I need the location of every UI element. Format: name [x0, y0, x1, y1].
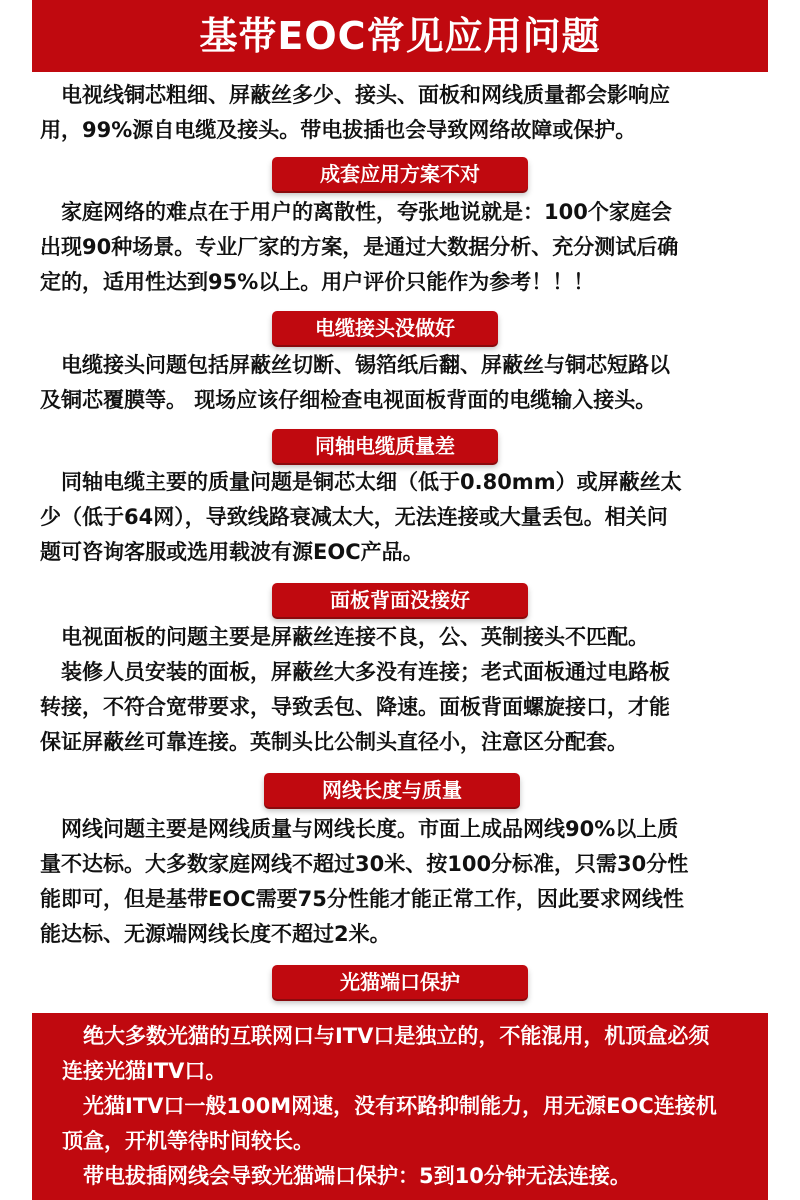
section-line: 带电拔插网线会导致光猫端口保护：5到10分钟无法连接。: [62, 1164, 631, 1188]
section-line: 及铜芯覆膜等。 现场应该仔细检查电视面板背面的电缆输入接头。: [40, 388, 657, 412]
section-line: 装修人员安装的面板，屏蔽丝大多没有连接；老式面板通过电路板: [40, 660, 670, 684]
section-paragraph-modem-port: [62, 1019, 762, 1194]
modem-port-panel: [32, 1013, 768, 1200]
section-paragraph-connector: [40, 348, 762, 418]
section-title-solution: 成套应用方案不对: [272, 157, 528, 191]
section-title-coax: 同轴电缆质量差: [272, 429, 498, 463]
section-line: 题可咨询客服或选用载波有源EOC产品。: [40, 540, 424, 564]
section-line: 连接光猫ITV口。: [62, 1059, 227, 1083]
section-line: 电视面板的问题主要是屏蔽丝连接不良，公、英制接头不匹配。: [40, 625, 649, 649]
page-title: 基带EOC常见应用问题: [32, 0, 768, 72]
section-title-connector: 电缆接头没做好: [272, 311, 498, 345]
section-line: 保证屏蔽丝可靠连接。英制头比公制头直径小，注意区分配套。: [40, 730, 628, 754]
section-line: 网线问题主要是网线质量与网线长度。市面上成品网线90%以上质: [40, 817, 679, 841]
section-line: 电缆接头问题包括屏蔽丝切断、锡箔纸后翻、屏蔽丝与铜芯短路以: [40, 353, 670, 377]
section-title-network-cable: 网线长度与质量: [264, 773, 520, 807]
section-line: 同轴电缆主要的质量问题是铜芯太细（低于0.80mm）或屏蔽丝太: [40, 470, 682, 494]
section-title-modem-port: 光猫端口保护: [272, 965, 528, 999]
section-paragraph-panel: [40, 620, 762, 760]
section-line: 绝大多数光猫的互联网口与ITV口是独立的，不能混用，机顶盒必须: [62, 1024, 710, 1048]
section-line: 顶盒，开机等待时间较长。: [62, 1129, 314, 1153]
intro-line: 用，99%源自电缆及接头。带电拔插也会导致网络故障或保护。: [40, 118, 637, 142]
section-title-panel: 面板背面没接好: [272, 583, 528, 617]
section-line: 定的，适用性达到95%以上。用户评价只能作为参考！！！: [40, 270, 595, 294]
section-line: 能达标、无源端网线长度不超过2米。: [40, 922, 391, 946]
section-line: 家庭网络的难点在于用户的离散性，夸张地说就是：100个家庭会: [40, 200, 672, 224]
section-line: 光猫ITV口一般100M网速，没有环路抑制能力，用无源EOC连接机: [62, 1094, 717, 1118]
section-line: 少（低于64网），导致线路衰减太大，无法连接或大量丢包。相关问: [40, 505, 668, 529]
section-line: 量不达标。大多数家庭网线不超过30米、按100分标准，只需30分性: [40, 852, 689, 876]
section-paragraph-network-cable: [40, 812, 762, 952]
section-line: 出现90种场景。专业厂家的方案，是通过大数据分析、充分测试后确: [40, 235, 679, 259]
intro-paragraph: [40, 78, 762, 148]
intro-line: 电视线铜芯粗细、屏蔽丝多少、接头、面板和网线质量都会影响应: [40, 83, 670, 107]
section-paragraph-solution: [40, 195, 762, 300]
section-line: 转接，不符合宽带要求，导致丢包、降速。面板背面螺旋接口，才能: [40, 695, 670, 719]
section-paragraph-coax: [40, 465, 762, 570]
section-line: 能即可，但是基带EOC需要75分性能才能正常工作，因此要求网线性: [40, 887, 684, 911]
